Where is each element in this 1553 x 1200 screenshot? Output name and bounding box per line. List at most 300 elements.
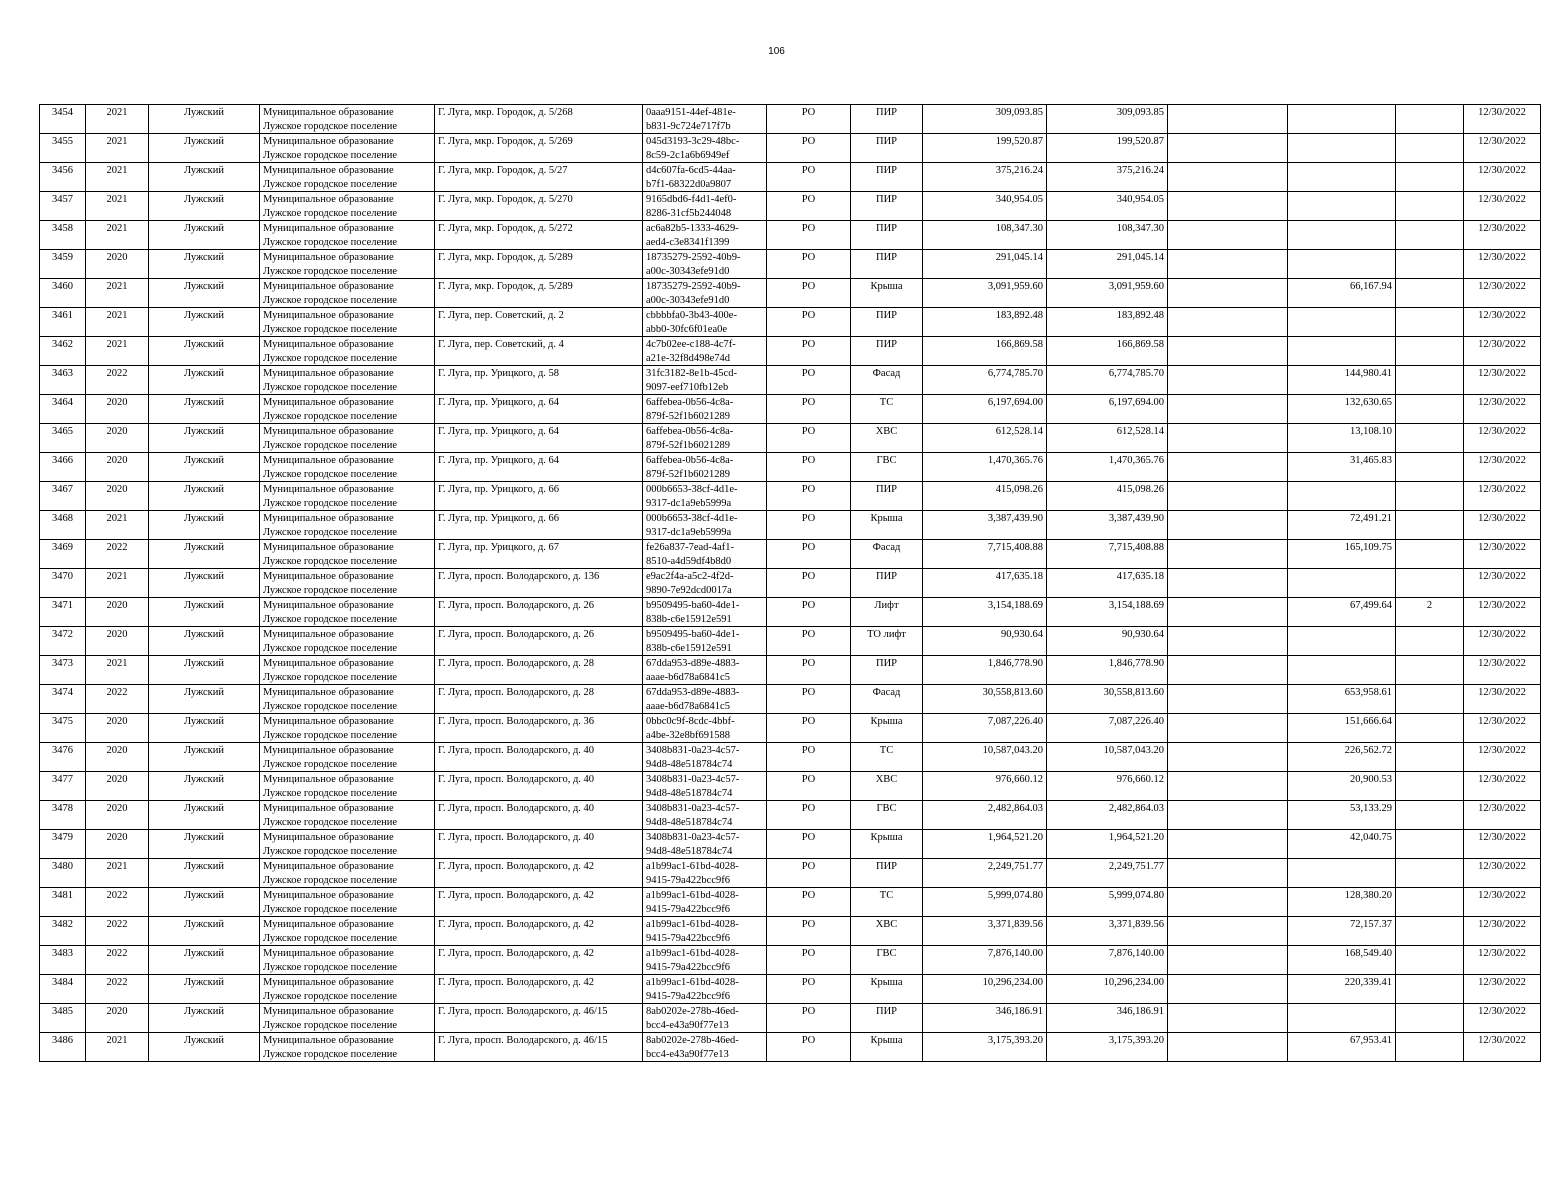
cell-municipality (260, 395, 435, 424)
cell-house-guid (643, 975, 767, 1004)
cell-col-11 (1168, 627, 1288, 656)
cell-house-guid-line: 6affebea-0b56-4c8a- (646, 455, 734, 466)
table-row (40, 540, 1541, 569)
cell-cost-total: 1,846,778.90 (1047, 656, 1168, 685)
cell-date: 12/30/2022 (1464, 569, 1541, 598)
cell-cost-total: 6,197,694.00 (1047, 395, 1168, 424)
cell-cost-total: 7,876,140.00 (1047, 946, 1168, 975)
cell-program-type: РО (767, 656, 851, 685)
cell-municipality (260, 163, 435, 192)
cell-municipality (260, 511, 435, 540)
cell-col-13 (1396, 482, 1464, 511)
cell-work-type: ГВС (851, 801, 923, 830)
cell-col-11 (1168, 279, 1288, 308)
cell-house-guid-line: 6affebea-0b56-4c8a- (646, 426, 734, 437)
cell-year: 2020 (86, 1004, 149, 1033)
cell-cost: 7,715,408.88 (923, 540, 1047, 569)
cell-col-13 (1396, 395, 1464, 424)
table-row (40, 453, 1541, 482)
cell-municipality-line: Муниципальное образование (263, 948, 394, 959)
cell-house-guid-line: aaae-b6d78a6841c5 (646, 671, 730, 683)
cell-address: Г. Луга, пер. Советский, д. 4 (435, 337, 643, 366)
table-row (40, 337, 1541, 366)
cell-col-11 (1168, 453, 1288, 482)
cell-district: Лужский (149, 830, 260, 859)
cell-work-type: ПИР (851, 308, 923, 337)
cell-house-guid-line: 879f-52f1b6021289 (646, 439, 730, 451)
cell-municipality-line: Лужское городское поселение (263, 207, 398, 219)
cell-district: Лужский (149, 279, 260, 308)
cell-house-guid-line: 3408b831-0a23-4c57- (646, 832, 740, 843)
cell-cost-total: 90,930.64 (1047, 627, 1168, 656)
cell-house-guid-line: 67dda953-d89e-4883- (646, 658, 740, 669)
cell-cost: 417,635.18 (923, 569, 1047, 598)
cell-col-12 (1288, 1004, 1396, 1033)
cell-municipality-line: Лужское городское поселение (263, 555, 398, 567)
cell-municipality (260, 772, 435, 801)
cell-address: Г. Луга, просп. Володарского, д. 36 (435, 714, 643, 743)
cell-municipality-line: Лужское городское поселение (263, 642, 398, 654)
cell-municipality-line: Лужское городское поселение (263, 700, 398, 712)
cell-house-guid-line: 879f-52f1b6021289 (646, 468, 730, 480)
cell-municipality-line: Лужское городское поселение (263, 120, 398, 132)
cell-col-12: 132,630.65 (1288, 395, 1396, 424)
cell-address: Г. Луга, просп. Володарского, д. 46/15 (435, 1004, 643, 1033)
cell-house-guid-line: 9165dbd6-f4d1-4ef0- (646, 194, 737, 205)
cell-date: 12/30/2022 (1464, 424, 1541, 453)
cell-cost-total: 7,087,226.40 (1047, 714, 1168, 743)
cell-municipality-line: Лужское городское поселение (263, 497, 398, 509)
cell-col-13 (1396, 1004, 1464, 1033)
cell-municipality (260, 714, 435, 743)
cell-house-guid (643, 105, 767, 134)
cell-col-13 (1396, 801, 1464, 830)
cell-house-guid (643, 366, 767, 395)
cell-date: 12/30/2022 (1464, 830, 1541, 859)
cell-col-12: 144,980.41 (1288, 366, 1396, 395)
cell-municipality-line: Муниципальное образование (263, 745, 394, 756)
cell-municipality (260, 743, 435, 772)
cell-col-11 (1168, 192, 1288, 221)
cell-house-guid (643, 1004, 767, 1033)
cell-col-13: 2 (1396, 598, 1464, 627)
cell-house-guid-line: a00c-30343efe91d0 (646, 265, 730, 277)
cell-address: Г. Луга, пр. Урицкого, д. 64 (435, 424, 643, 453)
cell-cost-total: 340,954.05 (1047, 192, 1168, 221)
cell-date: 12/30/2022 (1464, 946, 1541, 975)
cell-house-guid-line: 0aaa9151-44ef-481e- (646, 107, 736, 118)
cell-address: Г. Луга, пр. Урицкого, д. 58 (435, 366, 643, 395)
cell-house-guid-line: 94d8-48e518784c74 (646, 758, 733, 770)
cell-district: Лужский (149, 946, 260, 975)
cell-col-12: 128,380.20 (1288, 888, 1396, 917)
cell-cost: 183,892.48 (923, 308, 1047, 337)
cell-house-guid-line: 9415-79a422bcc9f6 (646, 961, 730, 973)
cell-program-type: РО (767, 366, 851, 395)
cell-number: 3457 (40, 192, 86, 221)
cell-district: Лужский (149, 511, 260, 540)
cell-work-type: ХВС (851, 424, 923, 453)
cell-col-12: 226,562.72 (1288, 743, 1396, 772)
cell-work-type: ПИР (851, 1004, 923, 1033)
cell-address: Г. Луга, мкр. Городок, д. 5/289 (435, 250, 643, 279)
cell-cost: 3,154,188.69 (923, 598, 1047, 627)
cell-number: 3482 (40, 917, 86, 946)
cell-number: 3481 (40, 888, 86, 917)
cell-year: 2020 (86, 801, 149, 830)
table-row (40, 221, 1541, 250)
cell-municipality-line: Муниципальное образование (263, 136, 394, 147)
cell-number: 3458 (40, 221, 86, 250)
cell-cost-total: 5,999,074.80 (1047, 888, 1168, 917)
cell-house-guid-line: 8510-a4d59df4b8d0 (646, 555, 732, 567)
cell-col-11 (1168, 830, 1288, 859)
cell-cost-total: 3,387,439.90 (1047, 511, 1168, 540)
cell-municipality-line: Лужское городское поселение (263, 787, 398, 799)
cell-number: 3459 (40, 250, 86, 279)
cell-program-type: РО (767, 279, 851, 308)
cell-house-guid (643, 221, 767, 250)
cell-cost-total: 3,091,959.60 (1047, 279, 1168, 308)
cell-number: 3471 (40, 598, 86, 627)
cell-municipality-line: Лужское городское поселение (263, 323, 398, 335)
cell-date: 12/30/2022 (1464, 1033, 1541, 1062)
cell-date: 12/30/2022 (1464, 801, 1541, 830)
cell-cost: 199,520.87 (923, 134, 1047, 163)
cell-house-guid-line: a1b99ac1-61bd-4028- (646, 861, 739, 872)
cell-municipality-line: Муниципальное образование (263, 658, 394, 669)
cell-col-13 (1396, 975, 1464, 1004)
cell-house-guid-line: 3408b831-0a23-4c57- (646, 774, 740, 785)
cell-cost-total: 2,482,864.03 (1047, 801, 1168, 830)
table-row (40, 511, 1541, 540)
cell-municipality-line: Муниципальное образование (263, 281, 394, 292)
cell-col-11 (1168, 859, 1288, 888)
cell-house-guid-line: 94d8-48e518784c74 (646, 787, 733, 799)
cell-municipality-line: Муниципальное образование (263, 339, 394, 350)
cell-work-type: Фасад (851, 540, 923, 569)
cell-program-type: РО (767, 192, 851, 221)
cell-house-guid-line: bcc4-e43a90f77e13 (646, 1019, 729, 1031)
table-row (40, 627, 1541, 656)
cell-col-11 (1168, 134, 1288, 163)
cell-number: 3480 (40, 859, 86, 888)
cell-year: 2022 (86, 888, 149, 917)
cell-work-type: ТС (851, 395, 923, 424)
cell-date: 12/30/2022 (1464, 714, 1541, 743)
cell-municipality-line: Лужское городское поселение (263, 729, 398, 741)
cell-district: Лужский (149, 308, 260, 337)
cell-year: 2020 (86, 743, 149, 772)
cell-col-12: 220,339.41 (1288, 975, 1396, 1004)
cell-col-11 (1168, 656, 1288, 685)
cell-number: 3483 (40, 946, 86, 975)
cell-col-11 (1168, 308, 1288, 337)
cell-col-12 (1288, 134, 1396, 163)
cell-program-type: РО (767, 975, 851, 1004)
cell-col-13 (1396, 134, 1464, 163)
cell-municipality (260, 308, 435, 337)
cell-address: Г. Луга, мкр. Городок, д. 5/289 (435, 279, 643, 308)
cell-year: 2021 (86, 221, 149, 250)
cell-house-guid-line: 8c59-2c1a6b6949ef (646, 149, 730, 161)
cell-year: 2020 (86, 424, 149, 453)
cell-col-12: 42,040.75 (1288, 830, 1396, 859)
cell-house-guid-line: 6affebea-0b56-4c8a- (646, 397, 734, 408)
cell-date: 12/30/2022 (1464, 163, 1541, 192)
cell-house-guid (643, 279, 767, 308)
cell-cost-total: 7,715,408.88 (1047, 540, 1168, 569)
cell-house-guid-line: a00c-30343efe91d0 (646, 294, 730, 306)
cell-municipality (260, 1033, 435, 1062)
cell-col-12 (1288, 627, 1396, 656)
cell-district: Лужский (149, 366, 260, 395)
cell-program-type: РО (767, 917, 851, 946)
cell-work-type: ТС (851, 888, 923, 917)
table-row (40, 656, 1541, 685)
cell-cost-total: 30,558,813.60 (1047, 685, 1168, 714)
cell-house-guid-line: aaae-b6d78a6841c5 (646, 700, 730, 712)
cell-program-type: РО (767, 395, 851, 424)
cell-address: Г. Луга, мкр. Городок, д. 5/269 (435, 134, 643, 163)
cell-municipality-line: Муниципальное образование (263, 310, 394, 321)
cell-program-type: РО (767, 163, 851, 192)
cell-house-guid-line: 3408b831-0a23-4c57- (646, 745, 740, 756)
cell-house-guid-line: 8ab0202e-278b-46ed- (646, 1006, 739, 1017)
cell-cost-total: 976,660.12 (1047, 772, 1168, 801)
cell-house-guid-line: 4c7b02ee-c188-4c7f- (646, 339, 736, 350)
cell-address: Г. Луга, пр. Урицкого, д. 67 (435, 540, 643, 569)
cell-address: Г. Луга, просп. Володарского, д. 26 (435, 598, 643, 627)
cell-district: Лужский (149, 714, 260, 743)
cell-year: 2021 (86, 859, 149, 888)
cell-col-13 (1396, 192, 1464, 221)
cell-col-11 (1168, 221, 1288, 250)
cell-col-13 (1396, 366, 1464, 395)
cell-house-guid-line: 31fc3182-8e1b-45cd- (646, 368, 737, 379)
cell-work-type: ХВС (851, 917, 923, 946)
cell-municipality-line: Муниципальное образование (263, 774, 394, 785)
cell-date: 12/30/2022 (1464, 627, 1541, 656)
cell-number: 3477 (40, 772, 86, 801)
cell-program-type: РО (767, 1033, 851, 1062)
cell-municipality-line: Муниципальное образование (263, 542, 394, 553)
cell-municipality (260, 424, 435, 453)
cell-col-13 (1396, 772, 1464, 801)
cell-municipality-line: Муниципальное образование (263, 455, 394, 466)
cell-house-guid (643, 743, 767, 772)
cell-number: 3467 (40, 482, 86, 511)
cell-number: 3478 (40, 801, 86, 830)
cell-district: Лужский (149, 105, 260, 134)
cell-col-11 (1168, 250, 1288, 279)
cell-date: 12/30/2022 (1464, 1004, 1541, 1033)
cell-year: 2022 (86, 685, 149, 714)
cell-municipality-line: Муниципальное образование (263, 397, 394, 408)
cell-cost: 5,999,074.80 (923, 888, 1047, 917)
cell-municipality-line: Лужское городское поселение (263, 874, 398, 886)
cell-municipality (260, 946, 435, 975)
cell-col-11 (1168, 163, 1288, 192)
cell-number: 3484 (40, 975, 86, 1004)
cell-district: Лужский (149, 1033, 260, 1062)
cell-house-guid-line: e9ac2f4a-a5c2-4f2d- (646, 571, 734, 582)
cell-cost: 6,197,694.00 (923, 395, 1047, 424)
cell-house-guid (643, 888, 767, 917)
cell-program-type: РО (767, 482, 851, 511)
cell-number: 3463 (40, 366, 86, 395)
cell-col-11 (1168, 714, 1288, 743)
cell-municipality-line: Муниципальное образование (263, 1035, 394, 1046)
cell-cost-total: 10,587,043.20 (1047, 743, 1168, 772)
cell-year: 2021 (86, 1033, 149, 1062)
cell-municipality-line: Муниципальное образование (263, 484, 394, 495)
cell-program-type: РО (767, 134, 851, 163)
cell-date: 12/30/2022 (1464, 917, 1541, 946)
table-row (40, 1004, 1541, 1033)
cell-program-type: РО (767, 598, 851, 627)
cell-cost: 166,869.58 (923, 337, 1047, 366)
cell-house-guid (643, 917, 767, 946)
cell-municipality-line: Лужское городское поселение (263, 265, 398, 277)
cell-municipality (260, 279, 435, 308)
cell-work-type: ТО лифт (851, 627, 923, 656)
cell-municipality-line: Лужское городское поселение (263, 236, 398, 248)
cell-year: 2021 (86, 308, 149, 337)
cell-cost-total: 375,216.24 (1047, 163, 1168, 192)
cell-program-type: РО (767, 627, 851, 656)
cell-municipality-line: Муниципальное образование (263, 426, 394, 437)
cell-address: Г. Луга, просп. Володарского, д. 136 (435, 569, 643, 598)
cell-municipality-line: Лужское городское поселение (263, 439, 398, 451)
cell-cost: 90,930.64 (923, 627, 1047, 656)
cell-house-guid-line: d4c607fa-6cd5-44aa- (646, 165, 736, 176)
cell-district: Лужский (149, 192, 260, 221)
table-row (40, 685, 1541, 714)
cell-municipality-line: Лужское городское поселение (263, 468, 398, 480)
cell-house-guid (643, 772, 767, 801)
table-row (40, 743, 1541, 772)
cell-municipality-line: Муниципальное образование (263, 716, 394, 727)
cell-house-guid-line: a21e-32f8d498e74d (646, 352, 730, 364)
cell-address: Г. Луга, мкр. Городок, д. 5/270 (435, 192, 643, 221)
cell-house-guid (643, 859, 767, 888)
cell-municipality (260, 192, 435, 221)
cell-col-12 (1288, 163, 1396, 192)
cell-year: 2020 (86, 714, 149, 743)
cell-house-guid (643, 801, 767, 830)
cell-house-guid-line: a1b99ac1-61bd-4028- (646, 890, 739, 901)
cell-municipality (260, 830, 435, 859)
cell-program-type: РО (767, 772, 851, 801)
cell-work-type: Крыша (851, 714, 923, 743)
cell-municipality-line: Лужское городское поселение (263, 758, 398, 770)
cell-cost-total: 1,964,521.20 (1047, 830, 1168, 859)
cell-col-13 (1396, 714, 1464, 743)
cell-district: Лужский (149, 801, 260, 830)
cell-municipality (260, 1004, 435, 1033)
cell-cost: 10,587,043.20 (923, 743, 1047, 772)
cell-address: Г. Луга, просп. Володарского, д. 42 (435, 888, 643, 917)
cell-municipality-line: Муниципальное образование (263, 252, 394, 263)
cell-date: 12/30/2022 (1464, 105, 1541, 134)
cell-program-type: РО (767, 569, 851, 598)
cell-house-guid-line: 000b6653-38cf-4d1e- (646, 484, 738, 495)
cell-year: 2021 (86, 511, 149, 540)
cell-year: 2021 (86, 569, 149, 598)
cell-col-13 (1396, 1033, 1464, 1062)
cell-cost-total: 6,774,785.70 (1047, 366, 1168, 395)
cell-house-guid-line: ac6a82b5-1333-4629- (646, 223, 739, 234)
cell-district: Лужский (149, 395, 260, 424)
cell-work-type: ХВС (851, 772, 923, 801)
cell-col-11 (1168, 743, 1288, 772)
cell-address: Г. Луга, просп. Володарского, д. 40 (435, 830, 643, 859)
cell-cost: 3,091,959.60 (923, 279, 1047, 308)
cell-date: 12/30/2022 (1464, 540, 1541, 569)
cell-program-type: РО (767, 540, 851, 569)
cell-number: 3472 (40, 627, 86, 656)
cell-municipality (260, 221, 435, 250)
cell-col-11 (1168, 105, 1288, 134)
cell-col-13 (1396, 308, 1464, 337)
table-row (40, 1033, 1541, 1062)
cell-number: 3479 (40, 830, 86, 859)
cell-program-type: РО (767, 946, 851, 975)
table-row (40, 888, 1541, 917)
cell-municipality (260, 453, 435, 482)
table-row (40, 192, 1541, 221)
cell-house-guid-line: 9890-7e92dcd0017a (646, 584, 732, 596)
page-number: 106 (768, 46, 785, 57)
cell-municipality (260, 917, 435, 946)
cell-cost-total: 3,371,839.56 (1047, 917, 1168, 946)
cell-work-type: ГВС (851, 946, 923, 975)
cell-cost-total: 183,892.48 (1047, 308, 1168, 337)
cell-address: Г. Луга, просп. Володарского, д. 40 (435, 743, 643, 772)
cell-house-guid-line: aed4-c3e8341f1399 (646, 236, 730, 248)
cell-work-type: Фасад (851, 366, 923, 395)
cell-work-type: Фасад (851, 685, 923, 714)
cell-col-13 (1396, 888, 1464, 917)
cell-municipality-line: Муниципальное образование (263, 194, 394, 205)
cell-work-type: ПИР (851, 192, 923, 221)
cell-municipality (260, 598, 435, 627)
cell-work-type: ПИР (851, 569, 923, 598)
cell-col-13 (1396, 221, 1464, 250)
cell-house-guid (643, 134, 767, 163)
cell-year: 2021 (86, 163, 149, 192)
cell-date: 12/30/2022 (1464, 656, 1541, 685)
cell-municipality (260, 482, 435, 511)
cell-district: Лужский (149, 888, 260, 917)
table-row (40, 801, 1541, 830)
cell-cost: 375,216.24 (923, 163, 1047, 192)
cell-house-guid (643, 656, 767, 685)
table-row (40, 163, 1541, 192)
register-table (39, 104, 1541, 1062)
cell-program-type: РО (767, 1004, 851, 1033)
cell-municipality (260, 859, 435, 888)
cell-col-11 (1168, 1004, 1288, 1033)
cell-program-type: РО (767, 250, 851, 279)
cell-house-guid-line: 3408b831-0a23-4c57- (646, 803, 740, 814)
cell-year: 2022 (86, 917, 149, 946)
cell-number: 3468 (40, 511, 86, 540)
cell-cost-total: 291,045.14 (1047, 250, 1168, 279)
cell-col-13 (1396, 946, 1464, 975)
cell-col-11 (1168, 1033, 1288, 1062)
